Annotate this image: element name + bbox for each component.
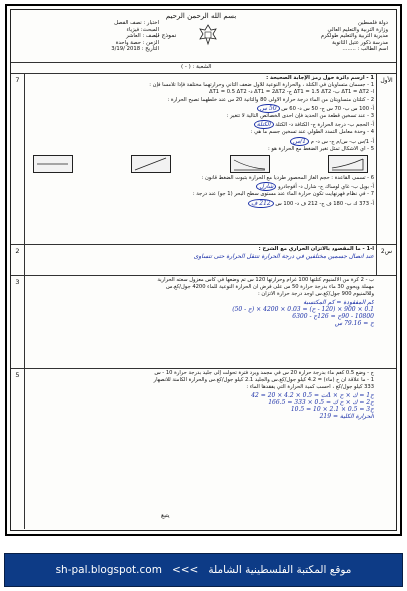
graph-option (230, 155, 270, 173)
options-text: أ- 100 س ب- 70 س ج- 50 س د- 60 س (281, 105, 374, 112)
question-body (27, 246, 374, 274)
circled-answer: 1/س (290, 137, 309, 146)
answer-options: أ- ΔT1 = ΔT2 ب- ΔT1 = 1.5 ΔT2 ج- ΔT1 = 2ΔT2 د- ΔT1 = 0.5 ΔT2 (209, 89, 374, 96)
question-marks: 5 (11, 369, 25, 529)
question-4 (11, 369, 396, 529)
handwritten-work: ح3 = 0.5 × 2.1 × 10 = 10.5 (290, 406, 374, 414)
question-marks: 2 (11, 245, 25, 275)
circled-answer: 50 س (257, 104, 280, 113)
header-line: اختبار : نصف الفصل (114, 20, 159, 26)
section-label: الشعبة : ( - ) (181, 64, 212, 70)
model-label: نموذج ب (154, 32, 177, 39)
handwritten-work: 0.1 × 900 × (120 - ح) = 0.03 × 4200 × (ح - 50) (232, 305, 374, 313)
header-line: الصف : العاشر (126, 33, 159, 40)
question-text: وللألمنيوم 900 جول/كغ.س أوجد درجة حرارة الاتزان : (258, 291, 374, 298)
school-info (284, 20, 388, 53)
options-text: أ- الحجم ب- درجة الحرارة ج- الكثافة د- الكتلة (275, 122, 374, 129)
question-text: 1 - ارسم دائرة حول رمز الإجابة الصحيحة : (266, 75, 374, 81)
question-text: 3 - عند تسخين قطعة من الحديد فإن أحدى الخصائص التالية لا تتغير : (226, 113, 374, 120)
arrows-glyph: <<< (171, 564, 199, 576)
answer-options (27, 182, 374, 191)
circled-answer: شارل (256, 182, 276, 191)
section-row (11, 63, 396, 74)
question-number: الأول (376, 74, 396, 244)
student-name-field: اسم الطالب : ........ (342, 46, 388, 53)
handwritten-work: كم المفقودة = كم المكتسبة (303, 298, 374, 306)
handwritten-work: ح = 79.16 س (334, 320, 374, 328)
graph-option (328, 155, 368, 173)
header-line: وزارة التربية والتعليم العالي (327, 26, 388, 33)
options-text: أ- 1/س ب- س/م ج- س د- م (310, 138, 374, 145)
question-number: س2 (376, 245, 396, 275)
question-3 (11, 276, 396, 369)
answer-options (27, 199, 374, 208)
question-text: ج - وضع 0.5 كغم ماء بدرجة حرارة 20 س في مجمد ويرد فترة تحولت إلى جليد بدرجة حرارة 10 - س (154, 370, 374, 376)
handwritten-answer: عند اتصال جسمين مختلفين في درجة الحرارة تنتقل الحرارة حتى تتساوى (193, 253, 374, 261)
question-body (27, 75, 374, 243)
exam-header (11, 10, 396, 63)
question-text: ب - 2 كرة من الألمنيوم كتلتها 100 غرام وحرارتها 120 س تم وضعها في كأس معزول سعته الحرارية (157, 277, 374, 283)
circled-answer: 212 ف (248, 199, 274, 208)
header-line: المبحث: فيزياء (126, 26, 159, 33)
header-line: دولة فلسطين (357, 20, 388, 26)
handwritten-work: ح2 = ك × ح ك = 0.5 × 333 = 166.5 (268, 398, 374, 406)
header-line: مدرسة ذكور عتيل الثانوية (332, 39, 388, 46)
handwritten-work: 10800 - 90ح = 126ح - 6300 (292, 313, 374, 321)
question-marks: 3 (11, 276, 25, 368)
handwritten-work: الحرارة الكلية = 219 (319, 413, 374, 421)
question-text: أ-1 - ما المقصود بالاتزان الحراري مع الشرح : (258, 246, 374, 252)
exam-info (69, 20, 159, 53)
graph-option (131, 155, 171, 173)
exam-paper (5, 4, 402, 536)
graph-option (33, 155, 73, 173)
question-text: 333 كيلو جول/كغ ، احسب كمية الحرارة التي يفقدها الماء : (246, 384, 374, 391)
site-banner[interactable] (4, 553, 403, 587)
answer-options (27, 137, 374, 146)
basmala: بسم الله الرحمن الرحيم (165, 12, 237, 20)
palestine-emblem-icon (197, 23, 219, 47)
circled-answer: الكتلة (254, 120, 274, 129)
answer-options (27, 104, 374, 113)
header-line: الزمن : حصة واحدة (115, 39, 159, 46)
question-2 (11, 245, 396, 276)
question-text: 2 - كتلتان متساويتان من الماء درجة حرارة الأولى 80 والثانية 20 س عند خلطهما تصبح الحرارة : (167, 96, 374, 103)
question-1 (11, 74, 396, 245)
options-text: أ- 373 ك ب- 180 ف ج- 212 ف د- 100 س (275, 200, 374, 207)
header-line: مديرية التربية والتعليم طولكرم (320, 33, 388, 40)
continue-label: يتبع (161, 512, 170, 519)
site-url[interactable]: sh-pal.blogspot.com (55, 564, 162, 576)
question-body (27, 277, 374, 367)
question-text: 4 - وحدة معامل التمدد الطولي عند تسخين جسم ما هي : (250, 129, 374, 136)
question-text: 1 - جسمان متساويان في الكتلة ، والحرارة النوعية للأول ضعف الثاني وحرارتهما مختلفة فإذا تلامسا فإن : (149, 82, 374, 89)
question-body (27, 370, 374, 528)
handwritten-work: ح1 = ك × ح × Δت = 0.5 × 4.2 × 20 = 42 (251, 391, 374, 399)
site-name: موقع المكتبة الفلسطينية الشاملة (208, 564, 352, 576)
answer-options (27, 120, 374, 129)
question-text: 7 - في نظام فهرنهايت تكون حرارة الماء عند مستوى سطح البحر (1 جو) عند درجة : (192, 191, 374, 198)
question-text: مهملة ويحوي 30 ماء بدرجة حرارة 50 س على فرض أن الحرارة النوعية للماء 4200 جول/كغ.س (166, 284, 374, 291)
question-text: 6 - تسمى القاعدة : حجم الغاز المحصور طرديا مع الحرارة بثبوت الضغط قانون : (201, 175, 374, 182)
question-marks: 7 (11, 74, 25, 244)
options-text: أ- بويل ب- غاي لوساك ج- شارل د- أفوجادرو (278, 184, 374, 191)
question-text: 1 - ما علاقة أن ح (ماء) = 4.2 كيلو جول/كغ.س والجليد 2.1 كيلو جول/كغ.س والحرارة الكامنة للانصهار (153, 377, 374, 384)
graph-options (33, 155, 368, 173)
question-text: 5 - أي الأشكال تمثل تغير الضغط مع الحرارة هو : (268, 145, 374, 152)
exam-date: التاريخ : 2018 /3/19 (111, 46, 159, 53)
exam-border (10, 9, 397, 531)
